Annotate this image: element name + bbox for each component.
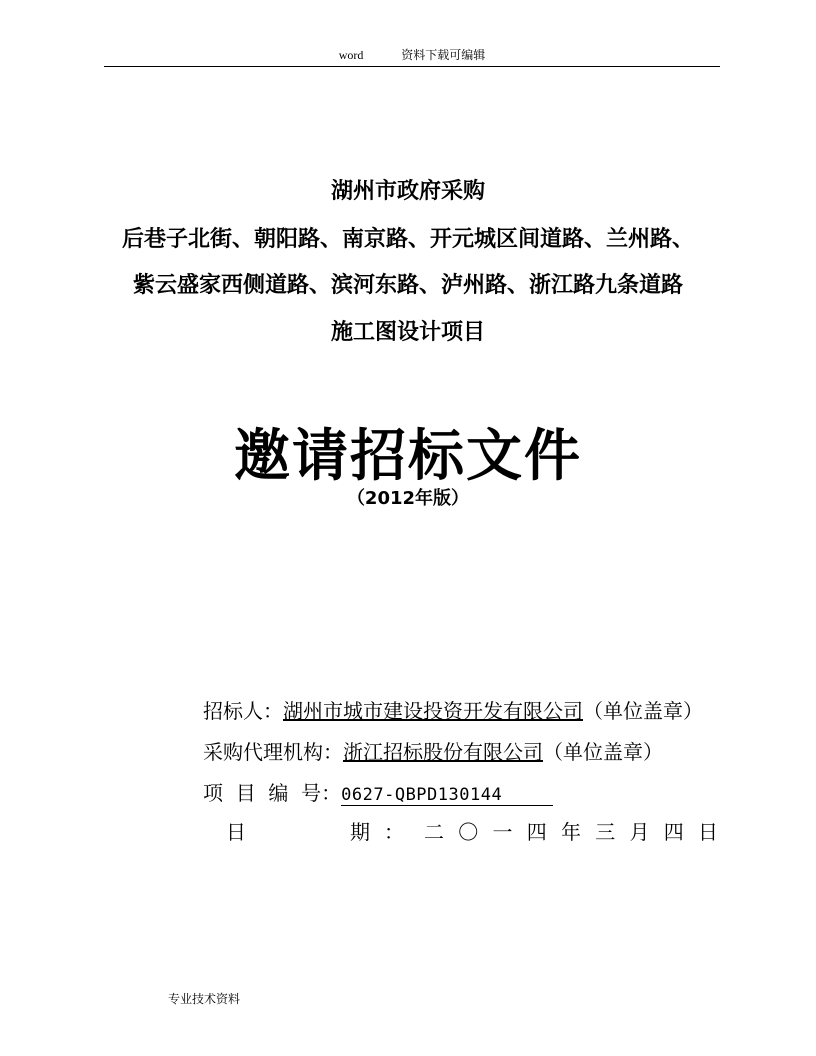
document-title: 邀请招标文件 bbox=[234, 424, 582, 489]
date-char: 四 bbox=[663, 820, 684, 844]
date-char: 四 bbox=[526, 820, 547, 844]
date-label-2: 期 bbox=[350, 820, 370, 844]
date-char: 一 bbox=[492, 820, 513, 844]
title-line-1: 湖州市政府采购 bbox=[330, 179, 485, 204]
date-char: 三 bbox=[595, 820, 616, 844]
project-label: 项 目 编 号： bbox=[203, 781, 342, 805]
agency-row bbox=[203, 736, 663, 765]
tenderer-row bbox=[203, 695, 703, 724]
page-footer: 专业技术资料 bbox=[168, 992, 241, 1006]
project-row bbox=[203, 777, 553, 806]
agency-value: 浙江招标股份有限公司 bbox=[343, 740, 543, 764]
tenderer-suffix: （单位盖章） bbox=[583, 699, 703, 723]
tenderer-label: 招标人： bbox=[203, 699, 283, 723]
tenderer-value: 湖州市城市建设投资开发有限公司 bbox=[283, 699, 583, 723]
project-number: 0627-QBPD130144 bbox=[341, 785, 553, 806]
title-line-2: 后巷子北街、朝阳路、南京路、开元城区间道路、兰州路、 bbox=[121, 227, 694, 252]
date-colon: ： bbox=[384, 820, 404, 844]
date-char: 月 bbox=[629, 820, 650, 844]
title-line-3: 紫云盛家西侧道路、滨河东路、泸州路、浙江路九条道路 bbox=[132, 273, 683, 298]
title-line-4: 施工图设计项目 bbox=[330, 320, 485, 345]
date-row bbox=[226, 816, 718, 845]
agency-suffix: （单位盖章） bbox=[543, 740, 663, 764]
date-char: 二 bbox=[424, 820, 444, 844]
date-char: 日 bbox=[698, 820, 718, 844]
date-label-1: 日 bbox=[226, 820, 246, 844]
agency-label: 采购代理机构： bbox=[203, 740, 343, 764]
edition-label: （2012年版） bbox=[346, 488, 470, 509]
date-char: 年 bbox=[561, 820, 581, 844]
date-char: 〇 bbox=[458, 820, 479, 844]
date-value bbox=[424, 816, 718, 845]
header-text: 资料下载可编辑 bbox=[401, 48, 486, 62]
header-word: word bbox=[338, 48, 364, 62]
page-header bbox=[104, 46, 720, 67]
